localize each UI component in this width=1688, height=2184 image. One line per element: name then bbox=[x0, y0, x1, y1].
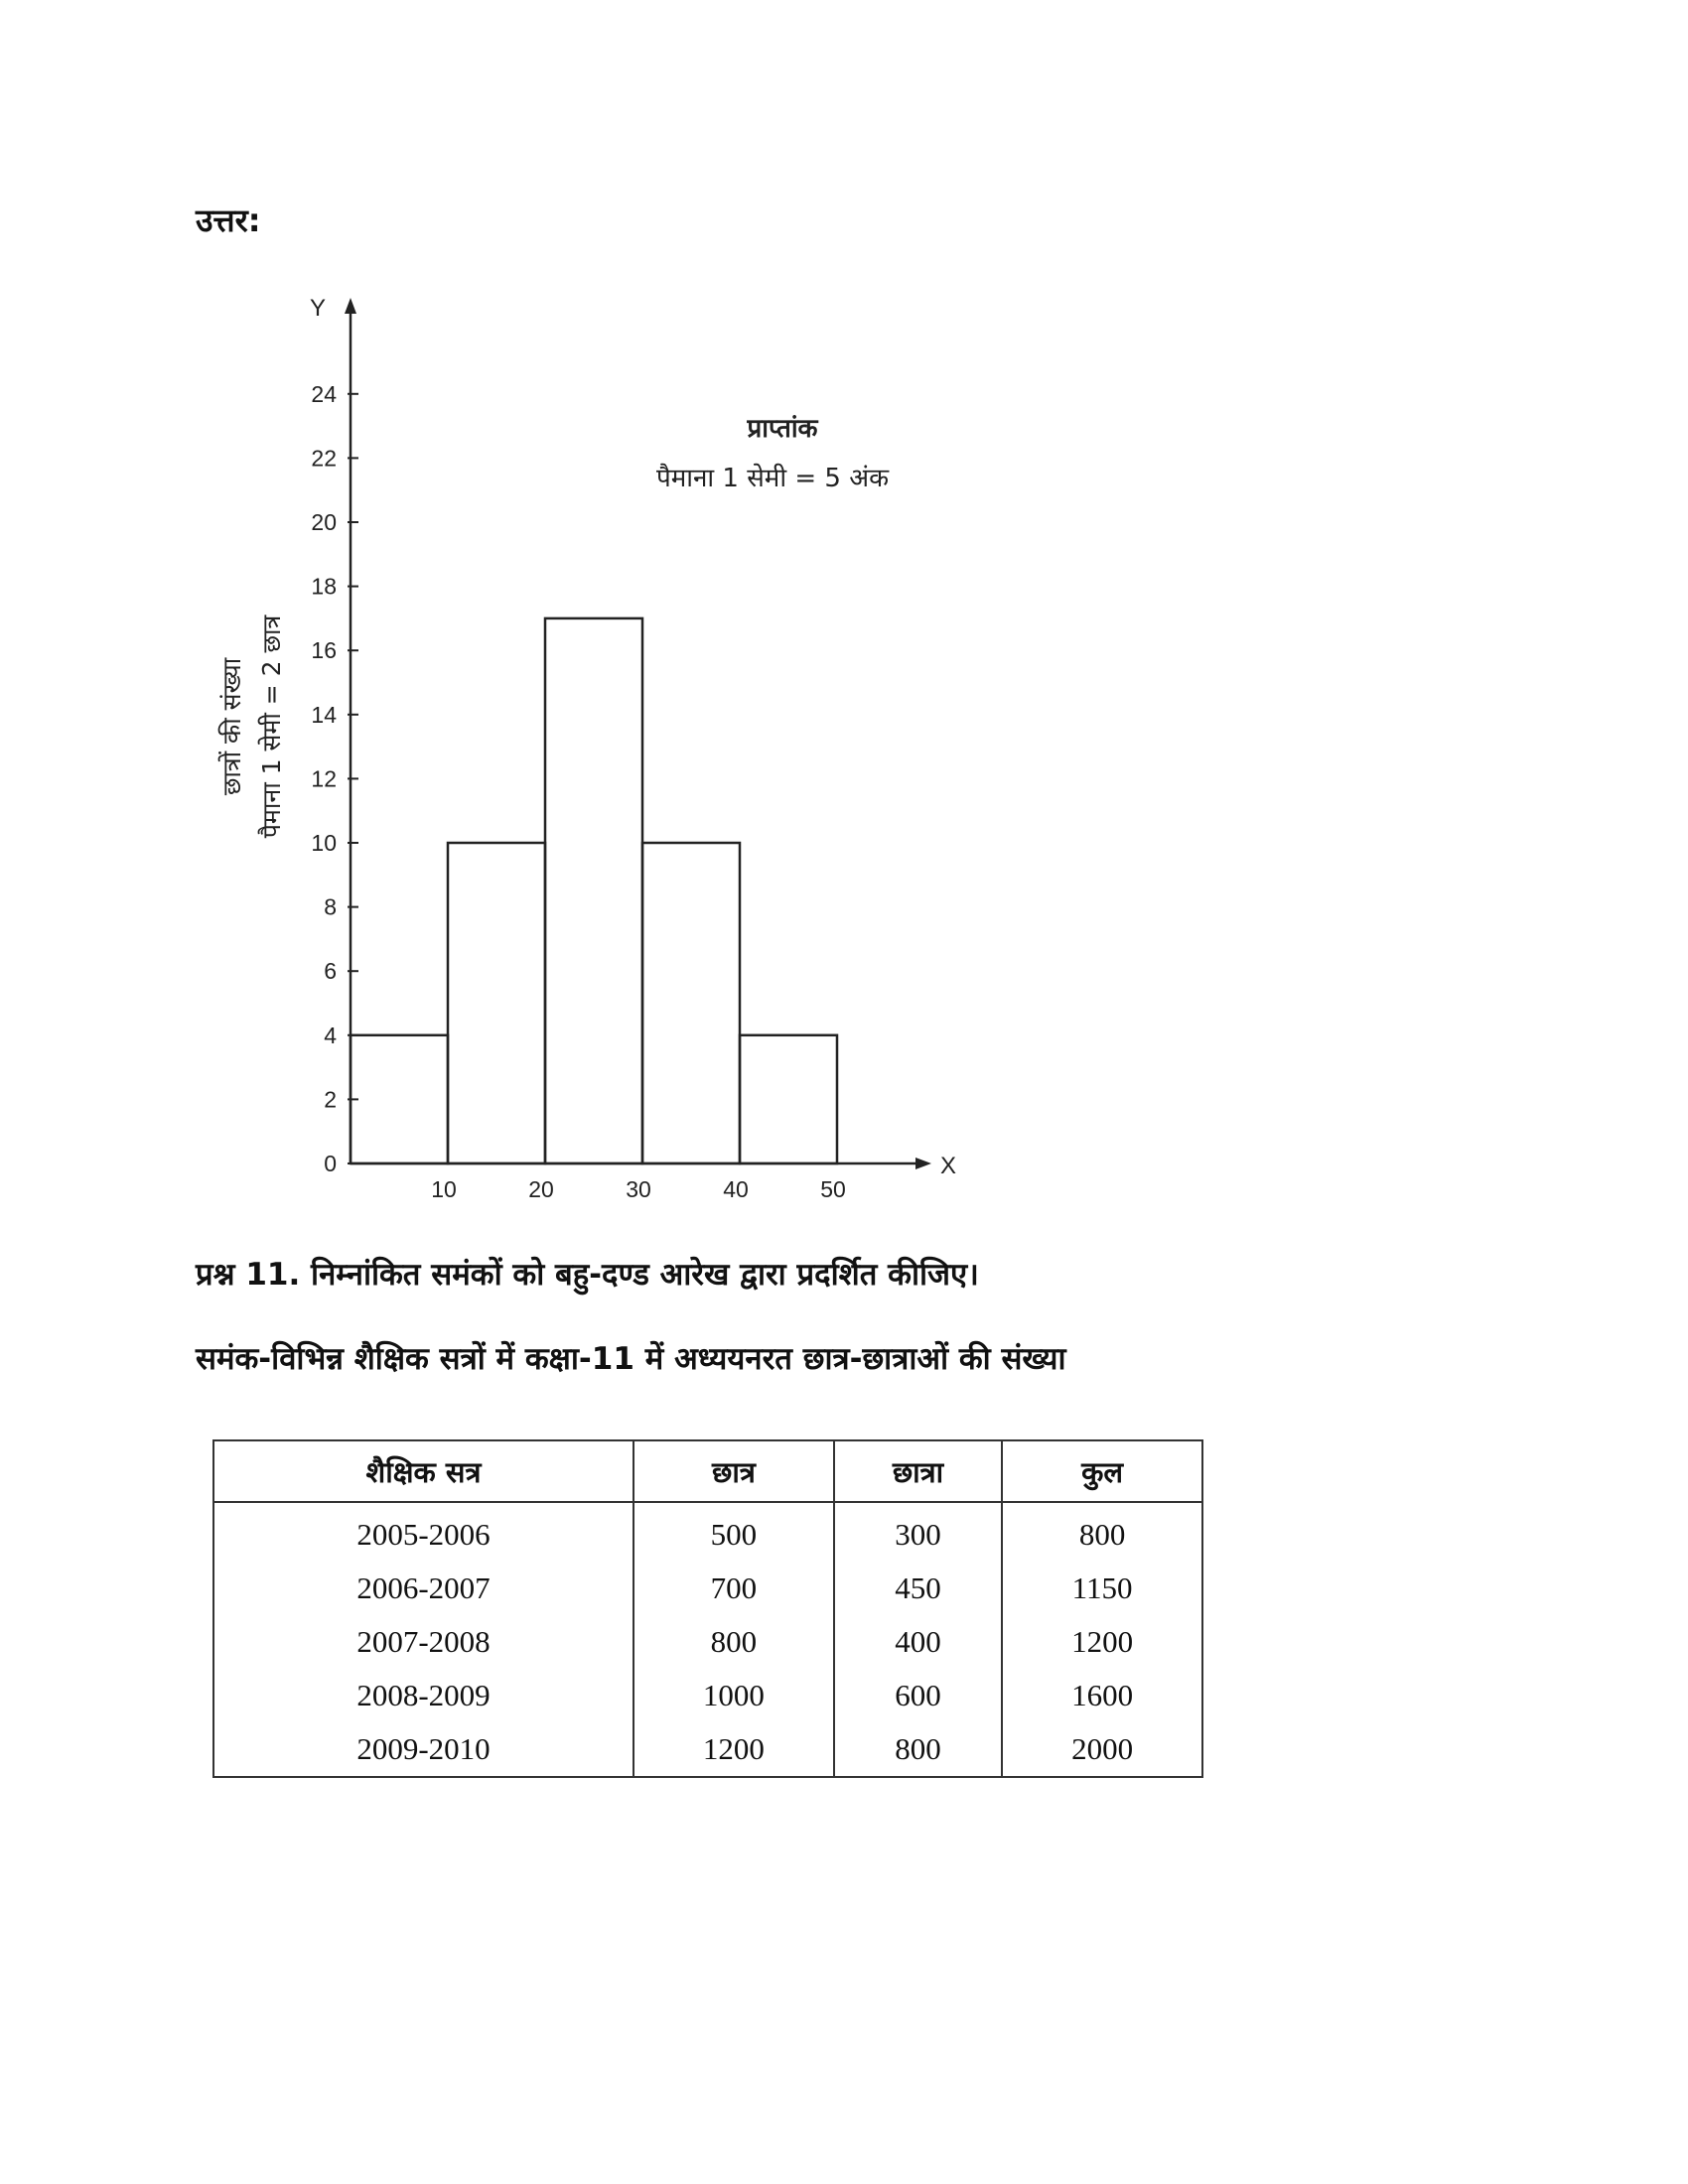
y-tick-label: 6 bbox=[324, 958, 337, 985]
cell-session: 2005-2006 bbox=[213, 1502, 633, 1562]
data-heading: समंक-विभिन्न शैक्षिक सत्रों में कक्षा-11 में अध्ययनरत छात्र-छात्राओं की संख्या bbox=[196, 1341, 1066, 1377]
y-tick-label: 0 bbox=[324, 1151, 337, 1176]
cell-boys: 700 bbox=[633, 1562, 834, 1615]
question-11: प्रश्न 11. निम्नांकित समंकों को बहु-दण्ड आरेख द्वारा प्रदर्शित कीजिए। bbox=[196, 1257, 979, 1293]
table-header-row bbox=[213, 1440, 1202, 1502]
x-tick-label: 10 bbox=[431, 1176, 457, 1202]
y-tick-label: 10 bbox=[311, 830, 337, 856]
cell-boys: 1200 bbox=[633, 1722, 834, 1777]
cell-total: 1600 bbox=[1002, 1669, 1202, 1722]
x-tick-label: 50 bbox=[820, 1176, 846, 1202]
cell-total: 800 bbox=[1002, 1502, 1202, 1562]
y-tick-label: 8 bbox=[324, 893, 337, 920]
cell-boys: 800 bbox=[633, 1615, 834, 1669]
y-tick-label: 16 bbox=[311, 637, 337, 664]
y-tick-label: 4 bbox=[324, 1022, 337, 1048]
y-tick-label: 12 bbox=[311, 765, 337, 792]
y-tick-label: 22 bbox=[311, 445, 337, 472]
x-tick-label: 30 bbox=[626, 1176, 651, 1202]
y-tick-label: 24 bbox=[311, 380, 337, 407]
answer-label: उत्तर: bbox=[196, 202, 261, 239]
histogram-bar bbox=[351, 1035, 448, 1163]
x-ticks bbox=[431, 1176, 846, 1202]
table-row bbox=[213, 1615, 1202, 1669]
cell-total: 1150 bbox=[1002, 1562, 1202, 1615]
chart-subtitle: पैमाना 1 सेमी = 5 अंक bbox=[655, 464, 890, 493]
histogram-bar bbox=[740, 1035, 837, 1163]
y-axis-label: Y bbox=[309, 295, 327, 322]
cell-girls: 450 bbox=[834, 1562, 1002, 1615]
cell-boys: 1000 bbox=[633, 1669, 834, 1722]
header-total: कुल bbox=[1002, 1440, 1202, 1502]
cell-total: 2000 bbox=[1002, 1722, 1202, 1777]
x-axis-arrow bbox=[915, 1158, 931, 1169]
cell-session: 2006-2007 bbox=[213, 1562, 633, 1615]
header-boys: छात्र bbox=[633, 1440, 834, 1502]
cell-boys: 500 bbox=[633, 1502, 834, 1562]
cell-session: 2009-2010 bbox=[213, 1722, 633, 1777]
cell-girls: 300 bbox=[834, 1502, 1002, 1562]
cell-girls: 600 bbox=[834, 1669, 1002, 1722]
histogram-bar bbox=[448, 843, 545, 1163]
histogram-chart bbox=[179, 278, 993, 1231]
histogram-bars bbox=[351, 618, 837, 1163]
y-axis-arrow bbox=[345, 298, 356, 314]
table-row bbox=[213, 1562, 1202, 1615]
y-label-line2: पैमाना 1 सेमी = 2 छात्र bbox=[257, 614, 286, 839]
chart-title: प्राप्तांक bbox=[747, 414, 818, 444]
data-table bbox=[212, 1439, 1203, 1778]
y-tick-label: 18 bbox=[311, 573, 337, 600]
cell-session: 2008-2009 bbox=[213, 1669, 633, 1722]
x-tick-label: 20 bbox=[528, 1176, 554, 1202]
x-axis-label: X bbox=[939, 1153, 957, 1179]
histogram-bar bbox=[642, 843, 740, 1163]
table-row bbox=[213, 1722, 1202, 1777]
header-girls: छात्रा bbox=[834, 1440, 1002, 1502]
histogram-bar bbox=[545, 618, 642, 1163]
header-session: शैक्षिक सत्र bbox=[213, 1440, 633, 1502]
y-tick-label: 14 bbox=[311, 701, 337, 728]
cell-session: 2007-2008 bbox=[213, 1615, 633, 1669]
cell-total: 1200 bbox=[1002, 1615, 1202, 1669]
cell-girls: 800 bbox=[834, 1722, 1002, 1777]
table-row bbox=[213, 1502, 1202, 1562]
table-row bbox=[213, 1669, 1202, 1722]
y-tick-label: 2 bbox=[324, 1086, 337, 1113]
y-tick-label: 20 bbox=[311, 509, 337, 535]
cell-girls: 400 bbox=[834, 1615, 1002, 1669]
x-tick-label: 40 bbox=[723, 1176, 749, 1202]
y-label-line1: छात्रों की संख्या bbox=[217, 657, 246, 796]
